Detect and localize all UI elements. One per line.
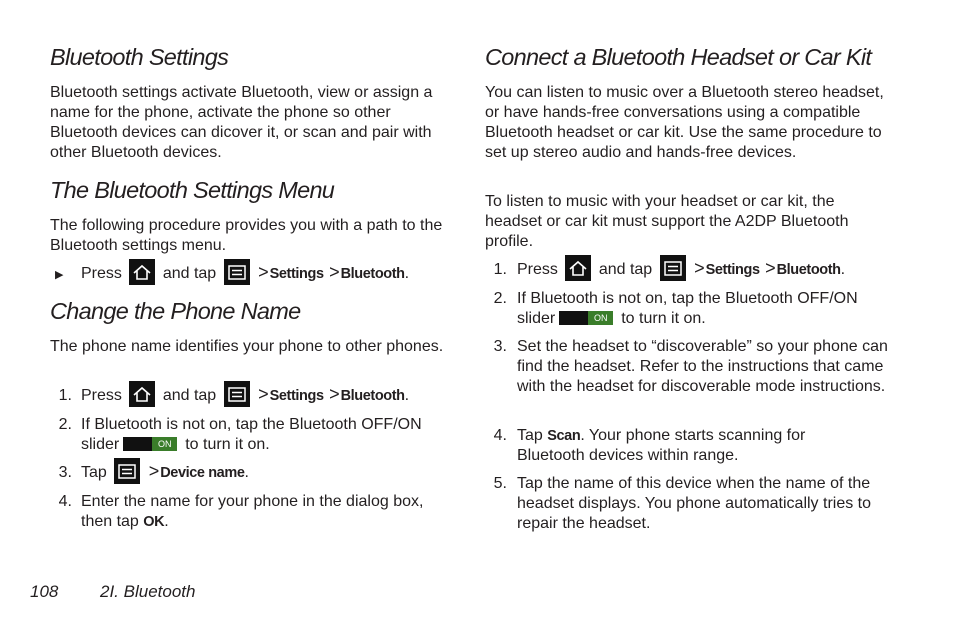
slider-word: slider	[81, 436, 120, 453]
home-icon[interactable]	[565, 255, 591, 281]
step-text: Tap the name of this device when the name of the headset displays. You phone automatically tries to repair the headset.	[517, 475, 872, 532]
settings-label: Settings	[705, 262, 760, 279]
settings-label: Settings	[269, 266, 324, 283]
and-tap-text: and tap	[598, 261, 653, 279]
list-item	[50, 415, 470, 455]
menu-bullet-step	[81, 261, 409, 287]
list-item	[485, 474, 905, 534]
menu-icon[interactable]	[114, 458, 140, 484]
home-icon[interactable]	[129, 381, 155, 407]
gt-symbol: >	[694, 258, 705, 279]
step-number: 3.	[58, 464, 72, 481]
on-off-slider[interactable]	[559, 311, 613, 325]
gt-symbol: >	[329, 384, 340, 405]
step-number: 1.	[493, 261, 507, 278]
press-text: Press	[81, 387, 122, 405]
then-tap-text: then tap	[81, 513, 139, 530]
settings-menu-paragraph: The following procedure provides you with a path to the Bluetooth settings menu.	[50, 217, 443, 254]
slider-word: slider	[517, 310, 556, 327]
heading-change-phone-name: Change the Phone Name	[50, 298, 301, 324]
period: .	[404, 265, 410, 283]
list-item	[50, 492, 470, 532]
ok-label: OK	[143, 514, 165, 530]
section-label: 2I. Bluetooth	[100, 582, 196, 601]
step-number: 4.	[58, 493, 72, 510]
heading-connect-headset: Connect a Bluetooth Headset or Car Kit	[485, 44, 872, 70]
slider-on-label: ON	[152, 437, 177, 451]
press-text: Press	[81, 265, 122, 283]
and-tap-text: and tap	[162, 387, 217, 405]
period: .	[244, 464, 249, 482]
list-item	[485, 337, 905, 417]
connect-paragraph-2: To listen to music with your headset or car kit, the headset or car kit must support the A2DP Bluetooth profile.	[485, 193, 849, 250]
step-text: Enter the name for your phone in the dialog box,	[81, 493, 424, 510]
period: .	[840, 261, 846, 279]
period: .	[164, 513, 169, 530]
step-text: Set the headset to “discoverable” so your phone can find the headset. Refer to the instructions that came with the headset for discoverable mode instructions.	[517, 338, 888, 395]
step-number: 4.	[493, 427, 507, 444]
change-name-paragraph: The phone name identifies your phone to other phones.	[50, 338, 444, 355]
connect-paragraph-1: You can listen to music over a Bluetooth stereo headset, or have hands-free conversations using a compatible Bluetooth headset or car kit. Use the same procedure to set up stereo audio and hands-free devices.	[485, 84, 884, 161]
slider-on-label: ON	[588, 311, 613, 325]
menu-icon[interactable]	[660, 255, 686, 281]
step-text-after: to turn it on.	[185, 436, 270, 453]
step-text: If Bluetooth is not on, tap the Bluetooth OFF/ON	[517, 290, 858, 307]
step-number: 1.	[58, 387, 72, 404]
device-name-label: Device name	[160, 465, 245, 482]
list-item	[485, 426, 905, 466]
settings-label: Settings	[269, 388, 324, 405]
step-text: If Bluetooth is not on, tap the Bluetooth OFF/ON	[81, 416, 422, 433]
menu-icon[interactable]	[224, 259, 250, 285]
step-number: 2.	[58, 416, 72, 433]
step-text-rest: . Your phone starts scanning for Bluetooth devices within range.	[517, 427, 806, 464]
list-item	[50, 383, 470, 411]
gt-symbol: >	[258, 262, 269, 283]
list-item	[485, 257, 905, 285]
gt-symbol: >	[258, 384, 269, 405]
bluetooth-label: Bluetooth	[776, 262, 841, 279]
tap-text: Tap	[517, 427, 543, 444]
home-icon[interactable]	[129, 259, 155, 285]
bluetooth-label: Bluetooth	[340, 388, 405, 405]
period: .	[404, 387, 410, 405]
step-number: 3.	[493, 338, 507, 355]
gt-symbol: >	[329, 262, 340, 283]
bluetooth-label: Bluetooth	[340, 266, 405, 283]
tap-text: Tap	[81, 464, 107, 482]
gt-symbol: >	[148, 461, 160, 482]
step-number: 5.	[493, 475, 507, 492]
and-tap-text: and tap	[162, 265, 217, 283]
scan-label: Scan	[547, 428, 581, 444]
step-text-after: to turn it on.	[621, 310, 706, 327]
heading-bluetooth-settings: Bluetooth Settings	[50, 44, 229, 70]
list-item	[485, 289, 905, 329]
list-item	[50, 460, 470, 488]
gt-symbol: >	[765, 258, 776, 279]
menu-icon[interactable]	[224, 381, 250, 407]
bluetooth-settings-paragraph: Bluetooth settings activate Bluetooth, view or assign a name for the phone, activate the phone so other Bluetooth devices can dicover it, or scan and pair with other Bluetooth devices.	[50, 84, 433, 161]
bullet-marker: ▶	[55, 269, 64, 281]
heading-settings-menu: The Bluetooth Settings Menu	[50, 177, 335, 203]
press-text: Press	[517, 261, 558, 279]
step-number: 2.	[493, 290, 507, 307]
on-off-slider[interactable]	[123, 437, 177, 451]
page-number: 108	[30, 582, 59, 601]
